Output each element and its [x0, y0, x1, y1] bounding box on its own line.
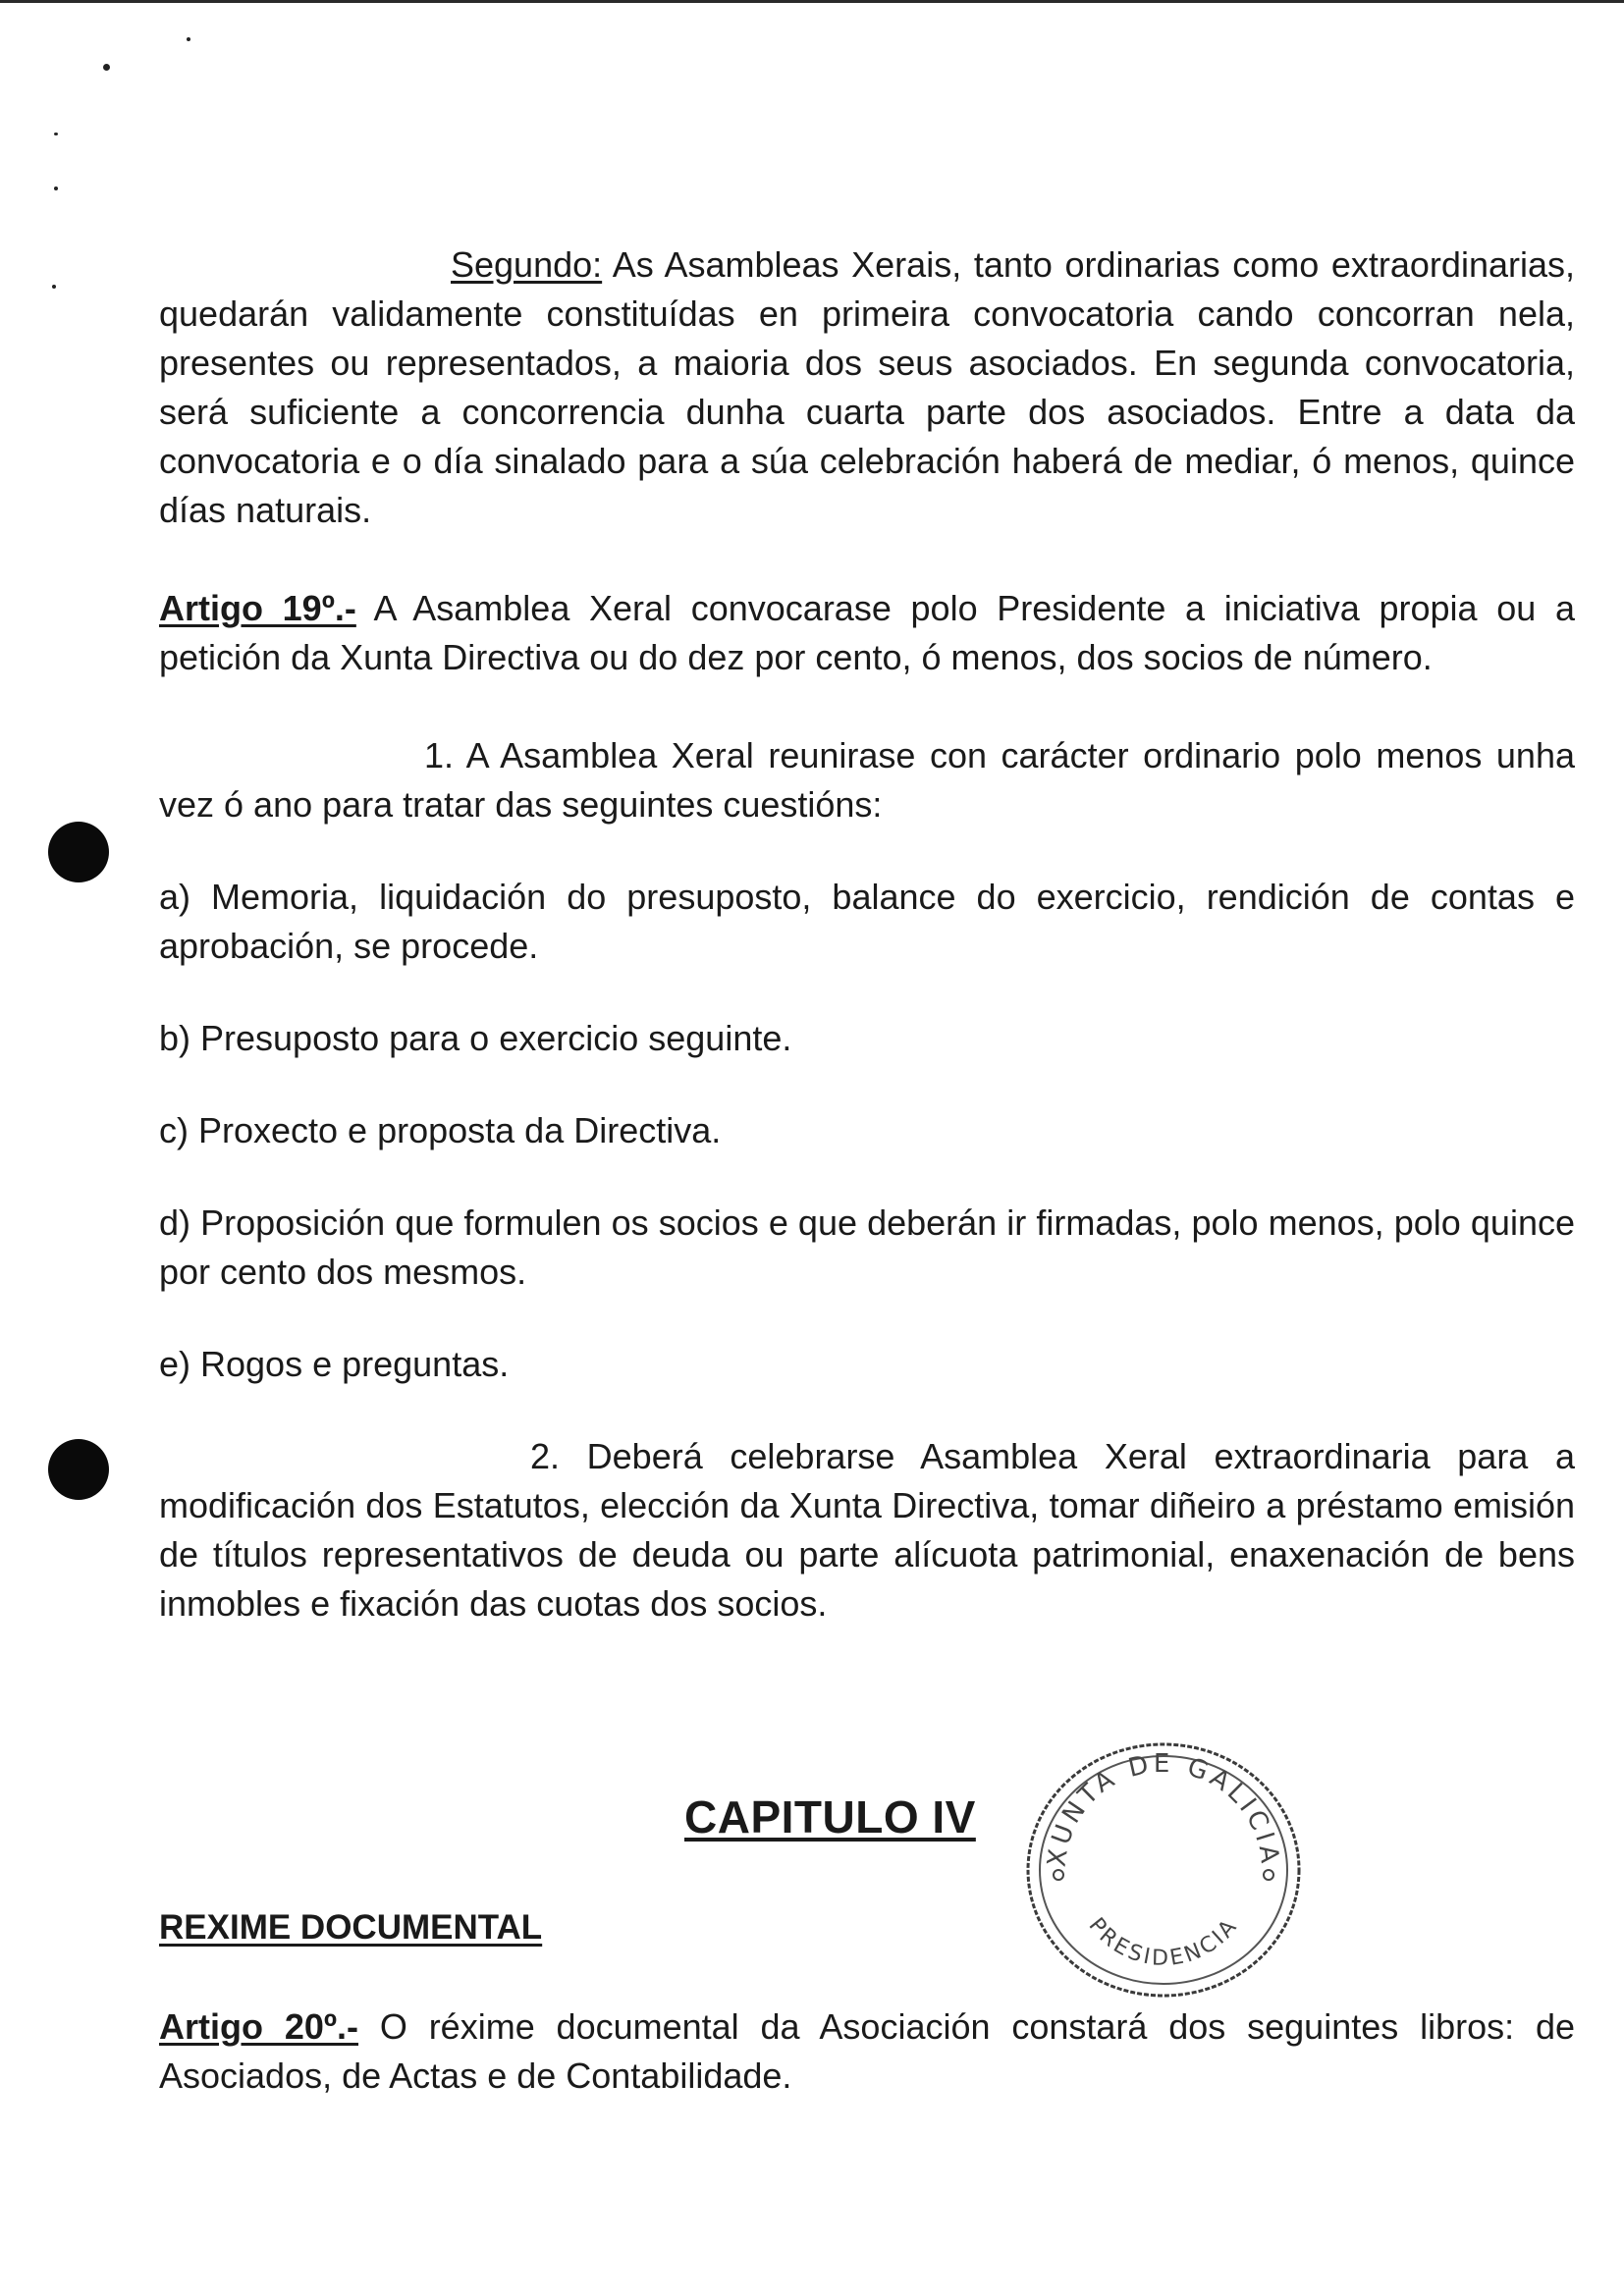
list-item-c: c) Proxecto e proposta da Directiva.	[159, 1110, 722, 1150]
scan-speck	[54, 187, 58, 190]
segundo-text: As Asambleas Xerais, tanto ordinarias como extraordinarias, quedarán validamente constituídas en primeira convocatoria cando concorran nela, presentes ou representados, a maioria dos seus asociados. En segunda convocatoria, será suficiente a concorrencia dunha cuarta parte dos asociados. Entre a data da convocatoria e o día sinalado para a súa celebración haberá de mediar, ó menos, quince días naturais.	[159, 244, 1575, 530]
scan-top-border	[0, 0, 1624, 3]
scan-speck	[187, 37, 190, 41]
punch-hole	[48, 822, 109, 882]
section-heading: REXIME DOCUMENTAL	[159, 1908, 543, 1947]
svg-text:XUNTA DE GALICIA	[1043, 1749, 1285, 1869]
punch-hole	[48, 1439, 109, 1500]
scan-speck	[103, 64, 110, 71]
chapter-heading: CAPITULO IV	[684, 1791, 976, 1842]
paragraph-item-2: 2. Deberá celebrarse Asamblea Xeral extraordinaria para a modificación dos Estatutos, elección da Xunta Directiva, tomar diñeiro a préstamo emisión de títulos representativos de deuda ou parte alícuota patrimonial, enaxenación de bens inmobles e fixación das cuotas dos socios.	[159, 1436, 1575, 1624]
list-item-d: d) Proposición que formulen os socios e que deberán ir firmadas, polo menos, polo quince por cento dos mesmos.	[159, 1202, 1575, 1292]
segundo-label: Segundo:	[451, 244, 603, 285]
artigo-19-text: A Asamblea Xeral convocarase polo Presidente a iniciativa propia ou a petición da Xunta Directiva ou do dez por cento, ó menos, dos socios de número.	[159, 588, 1575, 677]
paragraph-artigo-19	[159, 584, 1575, 682]
scan-speck	[54, 133, 58, 135]
document-body	[159, 240, 1575, 1629]
paragraph-item-1: 1. A Asamblea Xeral reunirase con carácter ordinario polo menos unha vez ó ano para tratar das seguintes cuestións:	[159, 735, 1575, 825]
stamp-bottom-text: PRESIDENCIA	[1083, 1913, 1244, 1972]
artigo-20-label: Artigo 20º.-	[159, 2006, 359, 2047]
paragraph-segundo	[159, 240, 1575, 535]
scan-speck	[52, 285, 56, 289]
stamp-top-text: XUNTA DE GALICIA	[1042, 1748, 1285, 1869]
svg-text:PRESIDENCIA	[1084, 1913, 1244, 1971]
artigo-20-text: O réxime documental da Asociación constará dos seguintes libros: de Asociados, de Actas e de Contabilidade.	[159, 2006, 1576, 2096]
list-item-a: a) Memoria, liquidación do presuposto, balance do exercicio, rendición de contas e aprobación, se procede.	[159, 877, 1575, 966]
official-stamp-icon	[1011, 1723, 1316, 2017]
artigo-19-label: Artigo 19º.-	[159, 588, 356, 628]
list-item-b: b) Presuposto para o exercicio seguinte.	[159, 1018, 792, 1058]
list-item-e: e) Rogos e preguntas.	[159, 1344, 510, 1384]
paragraph-artigo-20	[159, 2002, 1575, 2101]
